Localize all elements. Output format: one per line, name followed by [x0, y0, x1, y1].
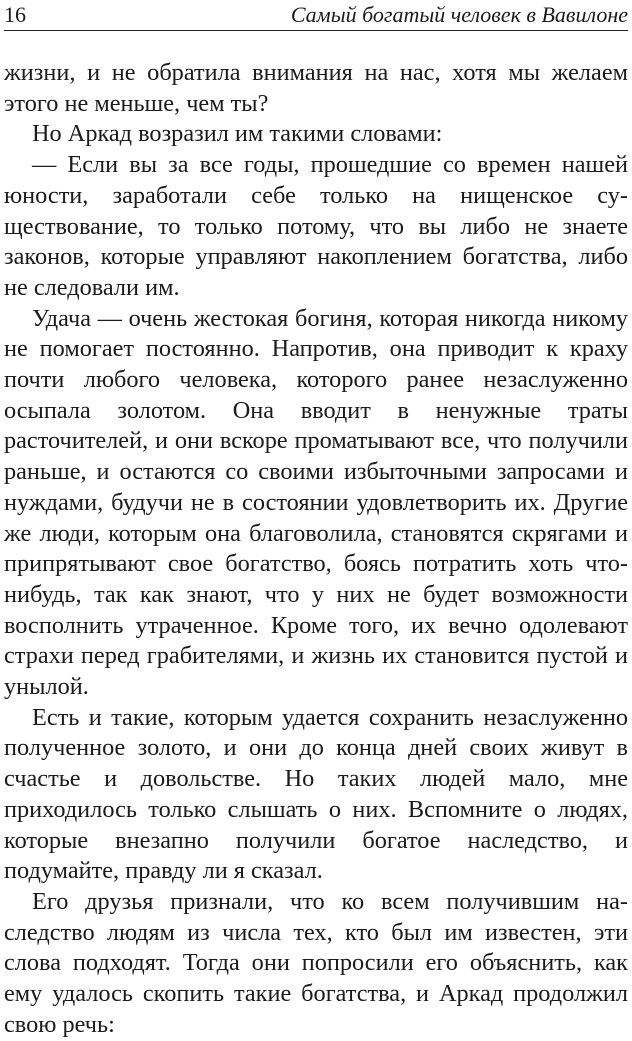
body-text — [4, 58, 628, 1041]
paragraph: Его друзья признали, что ко всем получившим наследство людям из числа тех, кто был им известен, эти слова подходят. Тогда они попросили его объяснить, как ему удалось скопить такие богатства, и Аркад продолжил свою речь: — [4, 887, 628, 1038]
paragraph: Есть и такие, которым удается сохранить незаслуженно полученное золото, и они до конца дней своих живут в счастье и довольстве. Но таких людей мало, мне приходилось только слышать о них. Вспомните о людях, которые внезапно получили богатое наследство, и подумайте, правду ли я сказал. — [4, 703, 628, 885]
paragraph: — Если вы за все годы, прошедшие со времен нашей юности, заработали себе только на нищенское существование, то только потому, что вы либо не знаете законов, которые управляют накоплением богатства, либо не следовали им. — [4, 151, 628, 301]
book-title: Самый богатый человек в Вавилоне — [290, 2, 628, 27]
paragraph: Но Аркад возразил им такими словами: — [32, 120, 443, 148]
running-header — [4, 0, 628, 31]
paragraph: жизни, и не обратила внимания на нас, хотя мы желаем этого не меньше, чем ты? — [4, 59, 628, 117]
page-number: 16 — [4, 2, 26, 27]
paragraph: Удача — очень жестокая богиня, которая никогда никому не помогает постоянно. Напротив, она приводит к краху почти любого человека, которого ранее незаслуженно осыпала золотом. Она вводит в ненужные траты расточителей, и они вскоре проматывают все, что получили раньше, и остаются со своими избыточными запросами и нуждами, будучи не в состоянии удовлетворить их. Другие же люди, которым она благоволила, становятся скрягами и припрятывают свое богатство, боясь потратить хоть что-нибудь, так как знают, что у них не будет возможности восполнить утраченное. Кроме того, их вечно одолевают страхи перед грабителями, и жизнь их становится пустой и унылой. — [4, 304, 628, 701]
